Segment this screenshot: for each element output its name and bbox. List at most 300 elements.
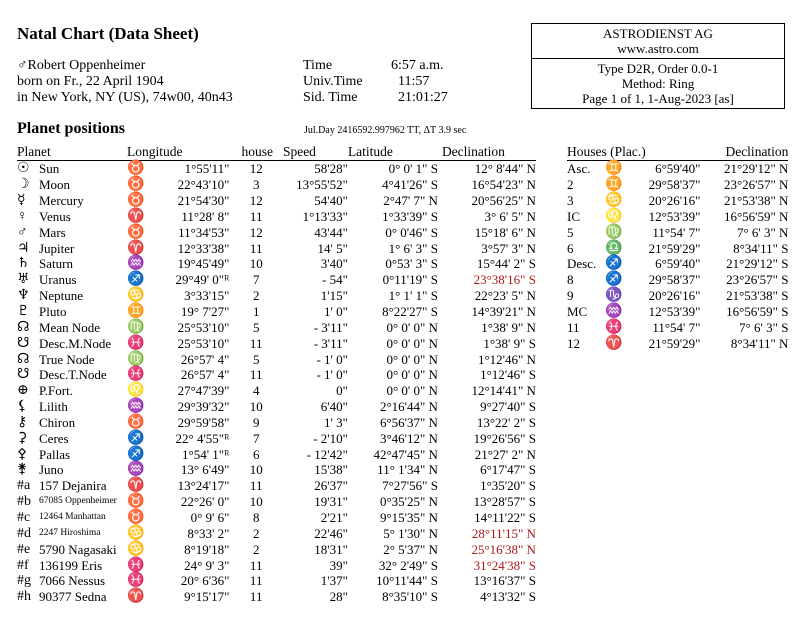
planet-speed: 58'28" bbox=[314, 161, 348, 177]
planet-declination: 12° 8'44" N bbox=[474, 161, 536, 177]
house-name: Asc. bbox=[567, 161, 591, 177]
page-info: Page 1 of 1, 1-Aug-2023 [as] bbox=[582, 91, 734, 106]
house-declination: 7° 6' 3" S bbox=[739, 319, 789, 335]
planet-symbol-icon: #f bbox=[17, 557, 29, 573]
planet-name: 7066 Nessus bbox=[39, 573, 106, 589]
table-row bbox=[17, 209, 536, 225]
planet-speed: - 12'42" bbox=[306, 446, 348, 462]
planet-longitude: 26°57' 4" bbox=[180, 367, 230, 383]
table-row bbox=[567, 319, 788, 335]
birth-date: born on Fr., 22 April 1904 bbox=[17, 74, 164, 89]
planet-name: Jupiter bbox=[39, 240, 75, 256]
house-name: 11 bbox=[567, 319, 580, 335]
planet-longitude: 1°55'11" bbox=[184, 161, 230, 177]
planet-house: 11 bbox=[249, 335, 263, 351]
planet-name: 136199 Eris bbox=[39, 557, 103, 573]
planet-longitude: 29°39'32" bbox=[177, 399, 230, 415]
planet-name: Desc.T.Node bbox=[39, 367, 107, 383]
planet-latitude: 10°11'44" S bbox=[376, 573, 438, 589]
planet-longitude: 26°57' 4" bbox=[180, 351, 230, 367]
planet-name: 2247 Hiroshima bbox=[39, 527, 101, 538]
planet-speed: - 2'10" bbox=[313, 430, 348, 446]
planet-symbol-icon: #g bbox=[17, 573, 31, 589]
planet-house: 11 bbox=[249, 589, 263, 605]
table-row bbox=[17, 256, 536, 272]
zodiac-sign-icon: ♍ bbox=[127, 351, 145, 367]
planet-house: 11 bbox=[249, 208, 263, 224]
table-row bbox=[17, 335, 536, 351]
header-speed: Speed bbox=[273, 143, 348, 161]
birth-place: in New York, NY (US), 74w00, 40n43 bbox=[17, 90, 233, 105]
zodiac-sign-icon: ♐ bbox=[605, 272, 623, 288]
zodiac-sign-icon: ♐ bbox=[127, 272, 145, 288]
planet-latitude: 2°47' 7" N bbox=[383, 193, 438, 209]
house-declination: 23°26'57" S bbox=[726, 272, 789, 288]
house-declination: 7° 6' 3" N bbox=[736, 224, 789, 240]
planet-name: Mean Node bbox=[39, 319, 101, 335]
table-row bbox=[17, 351, 536, 367]
planet-symbol-icon: ⚵ bbox=[17, 462, 28, 478]
time-row bbox=[303, 58, 458, 74]
planet-house: 11 bbox=[249, 557, 263, 573]
table-row bbox=[567, 209, 788, 225]
planet-declination: 3° 6' 5" N bbox=[484, 208, 536, 224]
planet-longitude: 24° 9' 3" bbox=[184, 557, 230, 573]
table-row bbox=[17, 224, 536, 240]
planet-longitude: 9°15'17" bbox=[184, 589, 230, 605]
planet-symbol-icon: ♇ bbox=[17, 304, 30, 320]
planet-latitude: 0° 0' 0" N bbox=[386, 319, 438, 335]
planet-declination: 13°22' 2" S bbox=[476, 414, 536, 430]
planet-declination: 4°13'32" S bbox=[480, 589, 536, 605]
house-declination: 16°56'59" N bbox=[723, 208, 789, 224]
planet-latitude: 0° 0' 0" N bbox=[386, 367, 438, 383]
planet-longitude: 1°54' 1"ᴿ bbox=[182, 446, 230, 462]
house-name: 6 bbox=[567, 240, 574, 256]
planet-speed: 14' 5" bbox=[317, 240, 348, 256]
planet-symbol-icon: #h bbox=[17, 589, 31, 605]
planet-latitude: 6°56'37" N bbox=[379, 414, 438, 430]
planet-latitude: 32° 2'49" S bbox=[378, 557, 438, 573]
house-longitude: 21°59'29" bbox=[648, 335, 701, 351]
house-longitude: 12°53'39" bbox=[648, 304, 701, 320]
planet-house: 8 bbox=[252, 509, 260, 525]
header-houses: Houses (Plac.) bbox=[567, 143, 700, 161]
house-name: 9 bbox=[567, 288, 574, 304]
planet-symbol-icon: ☿ bbox=[17, 193, 26, 209]
house-declination: 21°53'38" S bbox=[726, 288, 789, 304]
planet-house: 6 bbox=[252, 446, 260, 462]
planet-house: 1 bbox=[252, 304, 260, 320]
planet-declination: 20°56'25" N bbox=[471, 193, 536, 209]
planet-latitude: 0° 0' 0" N bbox=[386, 335, 438, 351]
houses-table-header bbox=[567, 143, 788, 161]
table-row bbox=[17, 161, 536, 177]
table-row bbox=[17, 177, 536, 193]
planet-speed: 18'31" bbox=[314, 541, 348, 557]
planet-latitude: 0° 0' 1" S bbox=[388, 161, 438, 177]
planet-name: Lilith bbox=[39, 399, 68, 415]
planet-longitude: 29°49' 0"ᴿ bbox=[175, 272, 230, 288]
planet-name: P.Fort. bbox=[39, 383, 73, 399]
house-longitude: 6°59'40" bbox=[655, 256, 701, 272]
zodiac-sign-icon: ♈ bbox=[127, 240, 145, 256]
table-row bbox=[17, 319, 536, 335]
planet-declination: 6°17'47" S bbox=[480, 462, 536, 478]
planet-house: 12 bbox=[249, 193, 263, 209]
planet-name: 90377 Sedna bbox=[39, 589, 107, 605]
page-title: Natal Chart (Data Sheet) bbox=[17, 24, 199, 43]
planet-symbol-icon: ♂ bbox=[17, 224, 28, 240]
house-declination: 8°34'11" N bbox=[730, 335, 789, 351]
table-row bbox=[17, 240, 536, 256]
header-house-declination: Declination bbox=[700, 143, 788, 161]
house-name: 12 bbox=[567, 335, 580, 351]
planet-name: Desc.M.Node bbox=[39, 335, 112, 351]
planet-latitude: 8°35'10" S bbox=[382, 589, 438, 605]
zodiac-sign-icon: ♎ bbox=[605, 240, 623, 256]
house-name: MC bbox=[567, 304, 588, 320]
zodiac-sign-icon: ♒ bbox=[605, 304, 623, 320]
table-row bbox=[17, 430, 536, 446]
table-row bbox=[567, 161, 788, 177]
company-name: ASTRODIENST AG bbox=[603, 26, 713, 41]
zodiac-sign-icon: ♉ bbox=[127, 161, 145, 177]
zodiac-sign-icon: ♊ bbox=[127, 304, 145, 320]
planet-symbol-icon: ♀ bbox=[17, 208, 28, 224]
planet-declination: 1°38' 9" S bbox=[483, 335, 536, 351]
time-row bbox=[303, 74, 458, 90]
planet-declination: 9°27'40" S bbox=[480, 399, 536, 415]
zodiac-sign-icon: ♋ bbox=[127, 541, 145, 557]
planet-name: Chiron bbox=[39, 414, 76, 430]
planet-latitude: 42°47'45" N bbox=[373, 446, 438, 462]
planet-house: 2 bbox=[252, 525, 260, 541]
planet-declination: 3°57' 3" N bbox=[481, 240, 536, 256]
house-declination: 21°53'38" N bbox=[723, 193, 789, 209]
table-row bbox=[567, 272, 788, 288]
table-row bbox=[17, 193, 536, 209]
planet-house: 10 bbox=[249, 256, 263, 272]
house-longitude: 21°59'29" bbox=[648, 240, 701, 256]
zodiac-sign-icon: ♉ bbox=[127, 494, 145, 510]
house-name: 8 bbox=[567, 272, 574, 288]
planet-declination: 22°23' 5" N bbox=[474, 288, 536, 304]
house-longitude: 20°26'16" bbox=[648, 193, 701, 209]
zodiac-sign-icon: ♈ bbox=[127, 208, 145, 224]
houses-table bbox=[567, 143, 788, 351]
zodiac-sign-icon: ♑ bbox=[605, 288, 623, 304]
house-name: 5 bbox=[567, 224, 574, 240]
planet-speed: 0" bbox=[336, 383, 348, 399]
planet-symbol-icon: ☊ bbox=[17, 351, 30, 367]
planet-name: 67085 Oppenheimer bbox=[39, 496, 117, 507]
planet-declination: 13°16'37" S bbox=[473, 573, 536, 589]
table-row bbox=[17, 573, 536, 589]
planet-symbol-icon: #d bbox=[17, 525, 31, 541]
planet-longitude: 3°33'15" bbox=[184, 288, 230, 304]
planet-name: 12464 Manhattan bbox=[39, 511, 106, 522]
zodiac-sign-icon: ♋ bbox=[605, 193, 623, 209]
planet-longitude: 27°47'39" bbox=[177, 383, 230, 399]
table-row bbox=[17, 415, 536, 431]
zodiac-sign-icon: ♒ bbox=[127, 399, 145, 415]
planet-latitude: 0° 0' 0" N bbox=[386, 351, 438, 367]
info-box bbox=[531, 23, 785, 109]
planet-symbol-icon: ⚳ bbox=[17, 430, 28, 446]
table-row bbox=[17, 510, 536, 526]
table-row bbox=[17, 589, 536, 605]
planet-longitude: 12°33'38" bbox=[177, 240, 230, 256]
planet-longitude: 8°33' 2" bbox=[187, 525, 230, 541]
planet-speed: 54'40" bbox=[314, 193, 348, 209]
planet-speed: 28" bbox=[329, 589, 348, 605]
zodiac-sign-icon: ♓ bbox=[605, 319, 623, 335]
planet-name: Moon bbox=[39, 177, 71, 193]
planet-house: 10 bbox=[249, 462, 263, 478]
planet-speed: 22'46" bbox=[314, 525, 348, 541]
info-box-header bbox=[532, 24, 784, 59]
table-row bbox=[17, 478, 536, 494]
planet-house: 7 bbox=[252, 272, 260, 288]
zodiac-sign-icon: ♒ bbox=[127, 462, 145, 478]
planet-longitude: 0° 9' 6" bbox=[190, 509, 230, 525]
zodiac-sign-icon: ♓ bbox=[127, 335, 145, 351]
table-row bbox=[17, 304, 536, 320]
planet-longitude: 19° 7'27" bbox=[180, 304, 230, 320]
planet-speed: 15'38" bbox=[314, 462, 348, 478]
planet-table-header bbox=[17, 143, 536, 161]
table-row bbox=[567, 288, 788, 304]
time-label: Sid. Time bbox=[303, 90, 358, 105]
planet-longitude: 13° 6'49" bbox=[180, 462, 230, 478]
table-row bbox=[567, 335, 788, 351]
planet-declination: 31°24'38" S bbox=[473, 557, 536, 573]
planet-declination: 1°35'20" S bbox=[480, 478, 536, 494]
planet-house: 10 bbox=[249, 494, 263, 510]
zodiac-sign-icon: ♉ bbox=[127, 509, 145, 525]
planet-speed: 6'40" bbox=[320, 399, 348, 415]
planet-name: True Node bbox=[39, 351, 95, 367]
planet-symbol-icon: ⊕ bbox=[17, 383, 29, 399]
zodiac-sign-icon: ♍ bbox=[605, 224, 623, 240]
planet-house: 11 bbox=[249, 573, 263, 589]
planet-longitude: 22°43'10" bbox=[177, 177, 230, 193]
planet-longitude: 11°28' 8" bbox=[181, 208, 230, 224]
planet-declination: 21°27' 2" N bbox=[474, 446, 536, 462]
zodiac-sign-icon: ♐ bbox=[127, 430, 145, 446]
zodiac-sign-icon: ♉ bbox=[127, 224, 145, 240]
planet-table bbox=[17, 143, 536, 605]
zodiac-sign-icon: ♋ bbox=[127, 525, 145, 541]
planet-house: 10 bbox=[249, 399, 263, 415]
planet-declination: 15°44' 2" S bbox=[476, 256, 536, 272]
planet-declination: 25°16'38" N bbox=[471, 541, 536, 557]
zodiac-sign-icon: ♓ bbox=[127, 557, 145, 573]
planet-speed: 3'40" bbox=[320, 256, 348, 272]
header-longitude: Longitude bbox=[127, 143, 239, 161]
time-label: Univ.Time bbox=[303, 74, 363, 89]
planet-name: Saturn bbox=[39, 256, 73, 272]
zodiac-sign-icon: ♐ bbox=[127, 446, 145, 462]
planet-speed: 1' 0" bbox=[324, 304, 348, 320]
planet-name: Neptune bbox=[39, 288, 84, 304]
planet-house: 4 bbox=[252, 383, 260, 399]
planet-house: 2 bbox=[252, 541, 260, 557]
table-row bbox=[17, 557, 536, 573]
planet-declination: 23°38'16" S bbox=[473, 272, 536, 288]
planet-longitude: 22° 4'55"ᴿ bbox=[175, 430, 230, 446]
house-longitude: 11°54' 7" bbox=[652, 224, 701, 240]
time-value: 21:01:27 bbox=[398, 90, 448, 105]
table-row bbox=[567, 304, 788, 320]
planet-latitude: 1° 6' 3" S bbox=[388, 240, 438, 256]
planet-longitude: 8°19'18" bbox=[184, 541, 230, 557]
planet-latitude: 1° 1' 1" S bbox=[388, 288, 438, 304]
planet-latitude: 2° 5'37" N bbox=[383, 541, 438, 557]
planet-declination: 16°54'23" N bbox=[471, 177, 536, 193]
planet-name: Pluto bbox=[39, 304, 67, 320]
houses-table-body bbox=[567, 161, 788, 352]
planet-symbol-icon: ☋ bbox=[17, 335, 30, 351]
time-info bbox=[303, 58, 458, 106]
planet-speed: - 3'11" bbox=[313, 335, 348, 351]
planet-name: Uranus bbox=[39, 272, 77, 288]
planet-speed: - 1' 0" bbox=[316, 351, 348, 367]
planet-latitude: 3°46'12" N bbox=[379, 430, 438, 446]
header-latitude: Latitude bbox=[348, 143, 438, 161]
planet-house: 9 bbox=[252, 414, 260, 430]
planet-house: 2 bbox=[252, 288, 260, 304]
planet-longitude: 11°34'53" bbox=[178, 224, 230, 240]
planet-house: 12 bbox=[249, 161, 263, 177]
zodiac-sign-icon: ♈ bbox=[127, 478, 145, 494]
planet-speed: 26'37" bbox=[314, 478, 348, 494]
planet-house: 5 bbox=[252, 351, 260, 367]
planet-longitude: 22°26' 0" bbox=[180, 494, 230, 510]
planet-latitude: 0°35'25" N bbox=[379, 494, 438, 510]
time-row bbox=[303, 90, 458, 106]
house-declination: 21°29'12" N bbox=[723, 161, 789, 177]
planet-declination: 14°39'21" N bbox=[471, 304, 536, 320]
house-longitude: 29°58'37" bbox=[648, 272, 701, 288]
planet-symbol-icon: ♆ bbox=[17, 288, 30, 304]
chart-type: Type D2R, Order 0.0-1 bbox=[597, 61, 719, 76]
planet-speed: 1'15" bbox=[320, 288, 348, 304]
planet-name: Venus bbox=[39, 208, 71, 224]
planet-house: 11 bbox=[249, 478, 263, 494]
planet-house: 11 bbox=[249, 367, 263, 383]
table-row bbox=[17, 541, 536, 557]
planet-symbol-icon: #b bbox=[17, 494, 31, 510]
time-label: Time bbox=[303, 58, 333, 73]
planet-latitude: 2°16'44" N bbox=[379, 399, 438, 415]
planet-speed: - 54" bbox=[322, 272, 348, 288]
planet-longitude: 25°53'10" bbox=[177, 319, 230, 335]
planet-symbol-icon: ♅ bbox=[17, 272, 30, 288]
table-row bbox=[17, 383, 536, 399]
company-url: www.astro.com bbox=[617, 41, 699, 56]
zodiac-sign-icon: ♈ bbox=[127, 589, 145, 605]
table-row bbox=[567, 256, 788, 272]
planet-table-body bbox=[17, 161, 536, 605]
planet-name: Sun bbox=[39, 161, 60, 177]
zodiac-sign-icon: ♊ bbox=[605, 177, 623, 193]
zodiac-sign-icon: ♓ bbox=[127, 367, 145, 383]
planet-declination: 28°11'15" N bbox=[471, 525, 536, 541]
planet-latitude: 9°15'35" N bbox=[379, 509, 438, 525]
table-row bbox=[17, 367, 536, 383]
house-name: Desc. bbox=[567, 256, 597, 272]
planet-symbol-icon: ☽ bbox=[17, 177, 30, 193]
planet-latitude: 7°27'56" S bbox=[382, 478, 438, 494]
planet-latitude: 1°33'39" S bbox=[382, 208, 438, 224]
planet-symbol-icon: ♃ bbox=[17, 240, 30, 256]
planet-symbol-icon: #e bbox=[17, 541, 31, 557]
house-name: IC bbox=[567, 208, 580, 224]
planet-latitude: 8°22'27" S bbox=[382, 304, 438, 320]
time-value: 11:57 bbox=[398, 74, 430, 89]
zodiac-sign-icon: ♐ bbox=[605, 256, 623, 272]
table-row bbox=[17, 525, 536, 541]
zodiac-sign-icon: ♓ bbox=[127, 573, 145, 589]
planet-speed: 19'31" bbox=[314, 494, 348, 510]
person-name: ♂Robert Oppenheimer bbox=[17, 58, 146, 73]
planet-speed: 1'37" bbox=[320, 573, 348, 589]
planet-symbol-icon: ☊ bbox=[17, 319, 30, 335]
house-declination: 23°26'57" N bbox=[723, 177, 789, 193]
planet-symbol-icon: ☉ bbox=[17, 161, 30, 177]
table-row bbox=[17, 288, 536, 304]
planet-house: 12 bbox=[249, 224, 263, 240]
planet-symbol-icon: ☋ bbox=[17, 367, 30, 383]
zodiac-sign-icon: ♋ bbox=[127, 288, 145, 304]
time-value: 6:57 a.m. bbox=[391, 58, 444, 73]
table-row bbox=[567, 193, 788, 209]
table-row bbox=[17, 494, 536, 510]
house-declination: 21°29'12" S bbox=[726, 256, 789, 272]
planet-speed: 2'21" bbox=[320, 509, 348, 525]
planet-name: Mercury bbox=[39, 193, 84, 209]
planet-name: Ceres bbox=[39, 430, 69, 446]
house-longitude: 11°54' 7" bbox=[652, 319, 701, 335]
planet-house: 7 bbox=[252, 430, 260, 446]
table-row bbox=[17, 462, 536, 478]
planet-longitude: 13°24'17" bbox=[177, 478, 230, 494]
info-box-body bbox=[532, 59, 784, 106]
house-longitude: 29°58'37" bbox=[648, 177, 701, 193]
planet-house: 5 bbox=[252, 319, 260, 335]
planet-latitude: 0°11'19" S bbox=[382, 272, 438, 288]
planet-speed: 39" bbox=[329, 557, 348, 573]
planet-latitude: 0° 0'46" S bbox=[385, 224, 438, 240]
planet-name: 5790 Nagasaki bbox=[39, 541, 117, 557]
planet-latitude: 5° 1'30" N bbox=[383, 525, 438, 541]
zodiac-sign-icon: ♌ bbox=[127, 383, 145, 399]
house-longitude: 20°26'16" bbox=[648, 288, 701, 304]
zodiac-sign-icon: ♈ bbox=[605, 335, 623, 351]
zodiac-sign-icon: ♌ bbox=[605, 208, 623, 224]
planet-latitude: 0°53' 3" S bbox=[385, 256, 438, 272]
planet-latitude: 0° 0' 0" N bbox=[386, 383, 438, 399]
table-row bbox=[17, 446, 536, 462]
house-longitude: 6°59'40" bbox=[655, 161, 701, 177]
table-row bbox=[567, 240, 788, 256]
planet-name: Pallas bbox=[39, 446, 71, 462]
header-declination: Declination bbox=[438, 143, 536, 161]
planet-house: 11 bbox=[249, 240, 263, 256]
header-planet: Planet bbox=[17, 143, 127, 161]
